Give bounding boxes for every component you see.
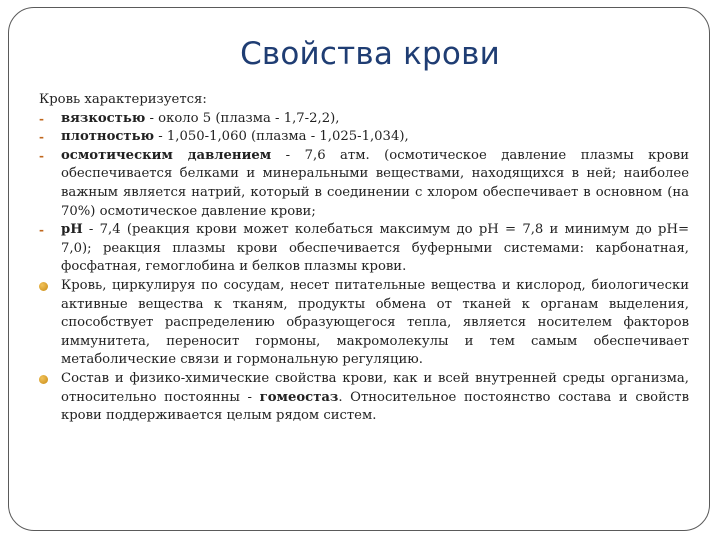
bullet-dot-icon <box>39 370 53 391</box>
page-title: Свойства крови <box>240 36 500 72</box>
term: гомеостаз <box>259 389 339 405</box>
dash-marker <box>39 221 53 241</box>
list-item-density <box>39 128 689 147</box>
item-text: - около 5 (плазма - 1,7-2,2), <box>145 110 340 126</box>
item-text: - 1,050-1,060 (плазма - 1,025-1,034), <box>154 129 409 145</box>
slide-content <box>39 91 689 426</box>
slide-frame <box>8 7 710 531</box>
item-text: - 7,6 атм. (осмотическое давление плазмы крови обеспечивается белками и минеральными веществами, находящихся в ней; наиболее важным является натрий, который в соединении с хлором обеспечивает в основном (на 70%) осмотическое давление крови; <box>61 147 689 219</box>
term: вязкостью <box>61 110 146 126</box>
item-text: Состав и физико-химические свойства крови, как и всей внутренней среды организма, относительно постоянны - <box>61 370 689 405</box>
bullet-item-homeostasis <box>39 370 689 426</box>
term: рН <box>61 222 83 238</box>
dash-marker <box>39 128 53 148</box>
dash-marker <box>39 147 53 167</box>
item-text: Кровь, циркулируя по сосудам, несет питательные вещества и кислород, биологически активные вещества к тканям, продукты обмена от тканей к органам выделения, способствует распределению образующегося тепла, является носителем факторов иммунитета, переносит гормоны, макромолекулы и тем самым обеспечивает метаболические связи и гормональную регуляцию. <box>61 277 689 368</box>
bullet-item-circulation <box>39 277 689 370</box>
intro-text: Кровь характеризуется: <box>39 92 207 107</box>
list-item-osmotic-pressure <box>39 147 689 221</box>
bullet-dot-icon <box>39 277 53 298</box>
term: осмотическим давлением <box>61 147 272 163</box>
term: плотностью <box>61 129 155 145</box>
item-text: - 7,4 (реакция крови может колебаться максимум до рН = 7,8 и минимум до рН= 7,0); реакция плазмы крови обеспечивается буферными системами: карбонатная, фосфатная, гемоглобина и белков плазмы крови. <box>61 222 689 275</box>
list-item-viscosity <box>39 110 689 129</box>
item-text: . Относительное постоянство состава и свойств крови поддерживается целым рядом систем. <box>61 389 689 424</box>
list-item-ph <box>39 221 689 277</box>
dash-marker <box>39 110 53 130</box>
